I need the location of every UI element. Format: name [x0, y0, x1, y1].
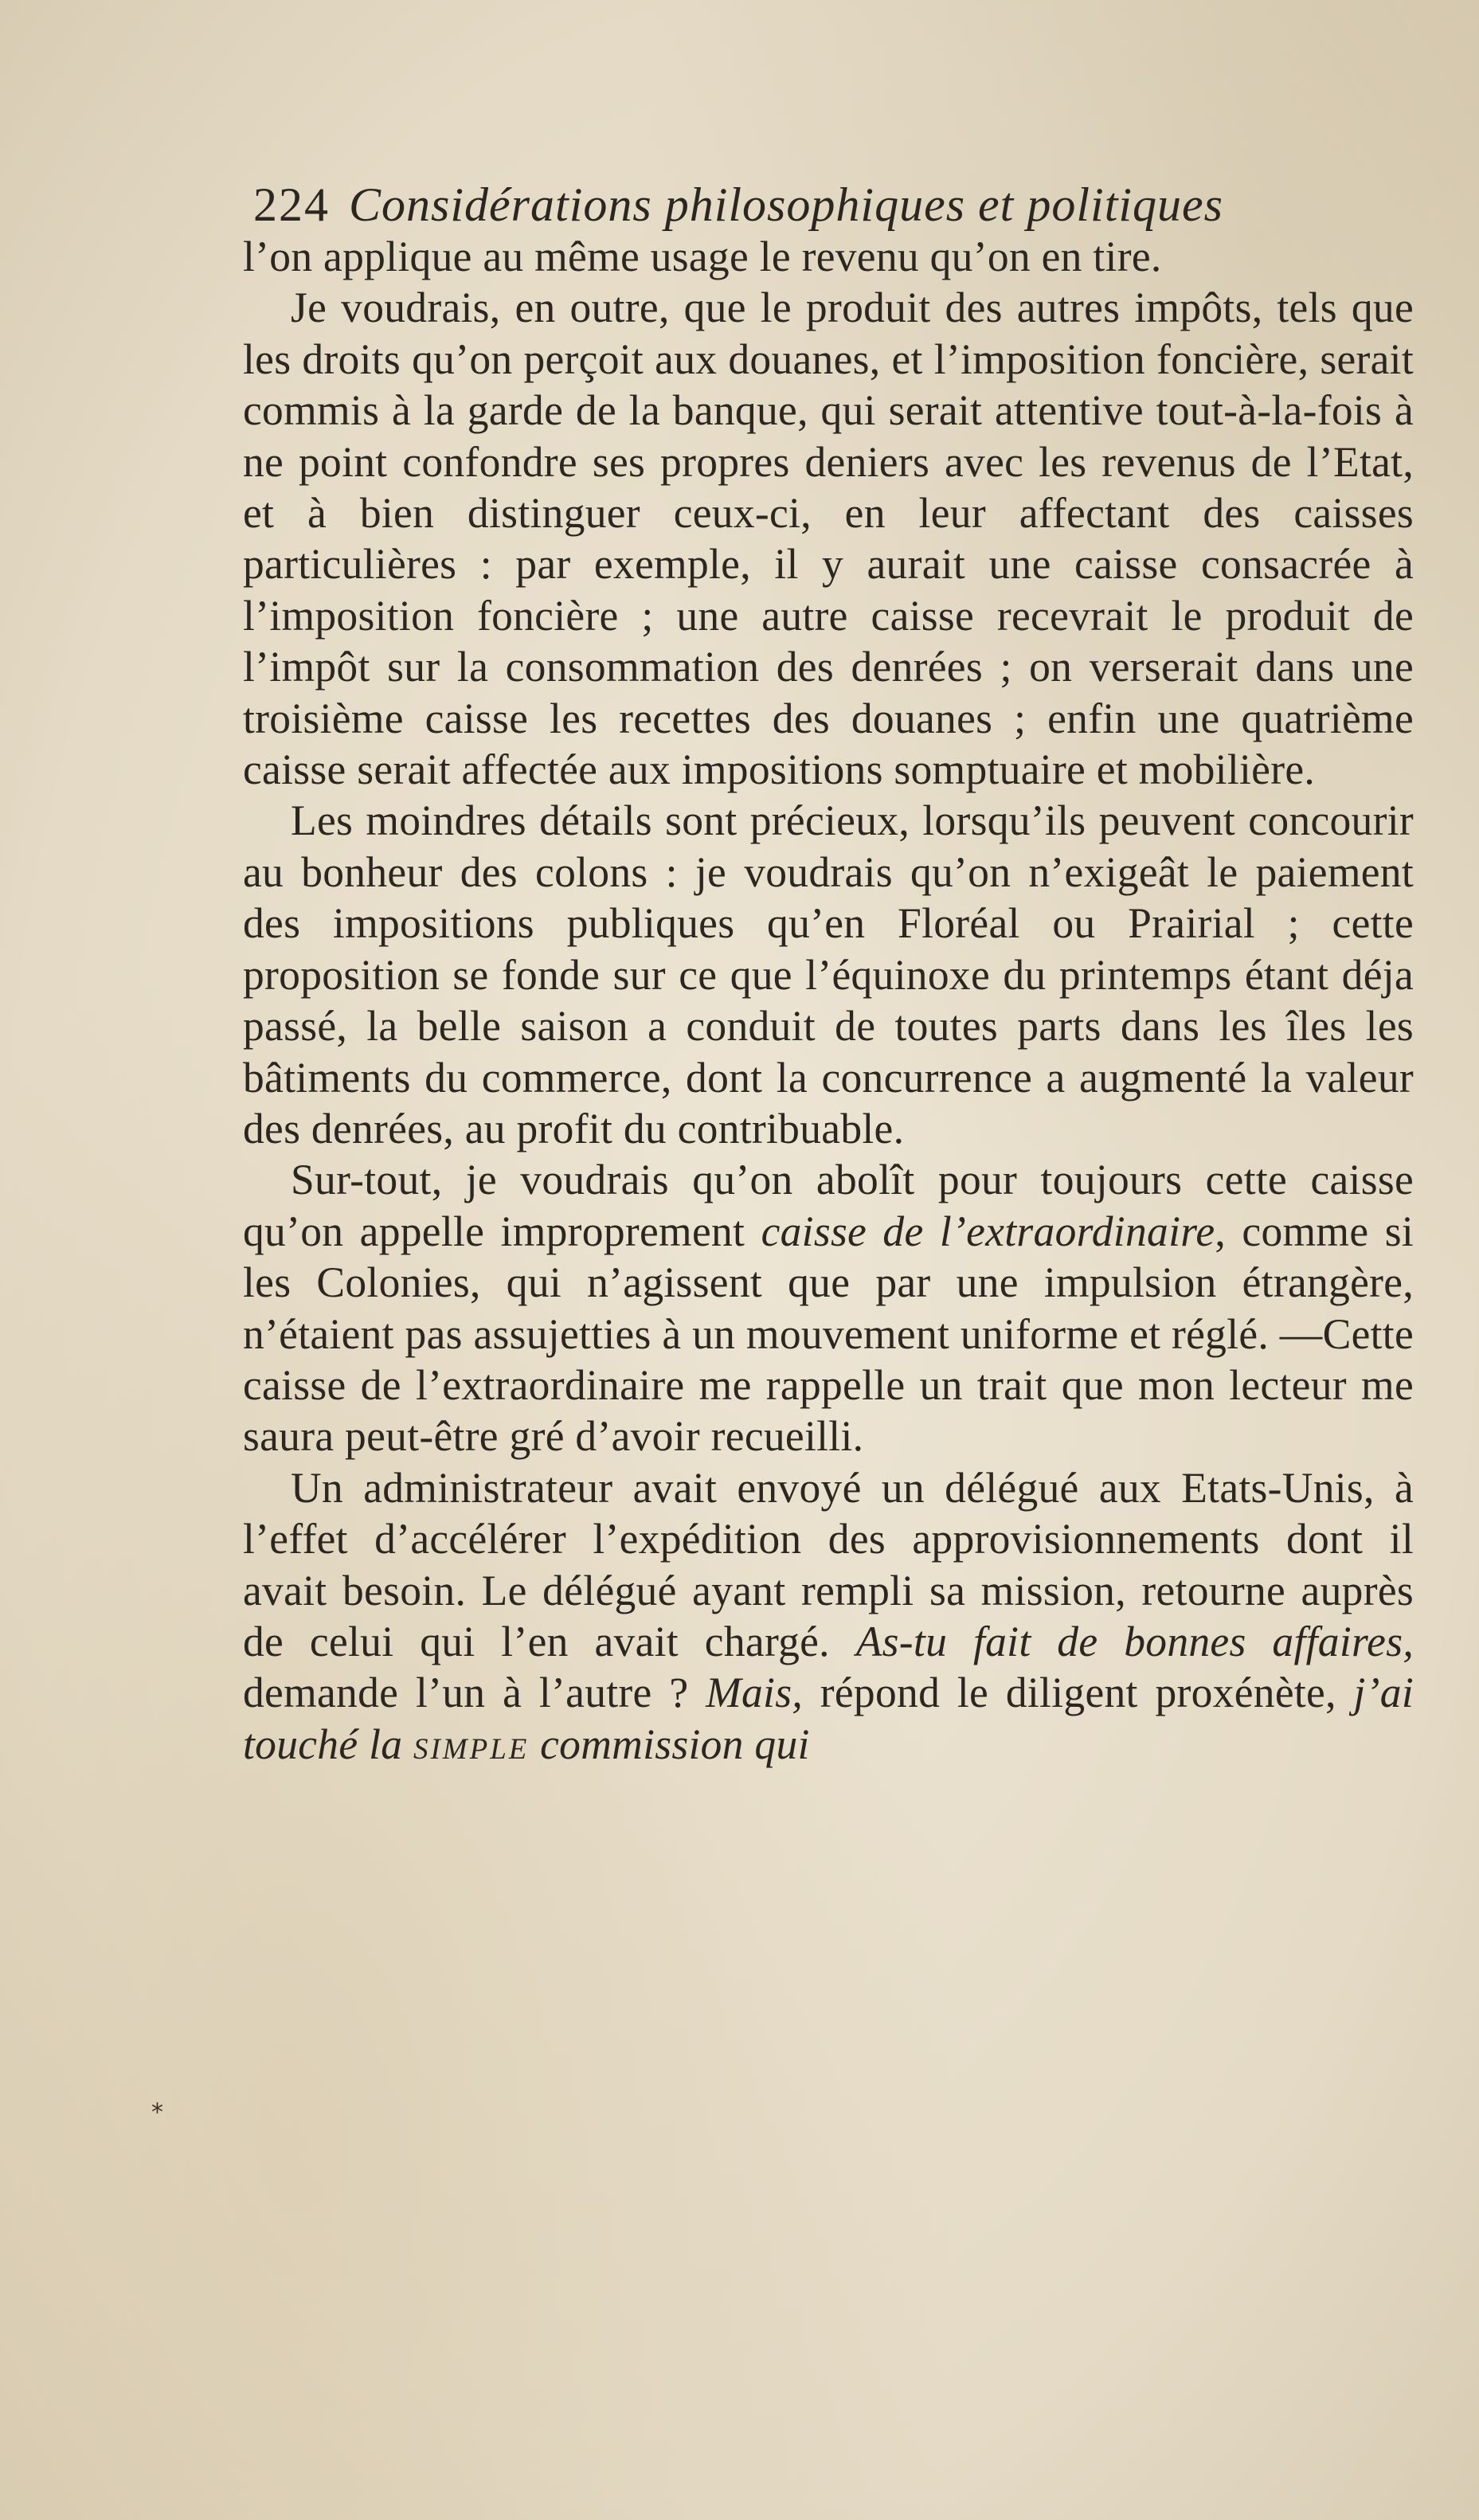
italic-phrase: j’ai touché la: [243, 1669, 1414, 1768]
body-text: [243, 231, 1414, 1770]
italic-phrase: commission qui: [529, 1720, 810, 1768]
paragraph: [243, 795, 1414, 1154]
running-title: Considérations philosophiques et politiques: [349, 178, 1224, 231]
text-segment: , comme si les Colonies, qui n’agissent que par une impulsion étrangère, n’étaient pas assujetties à un mouvement uniforme et réglé. —Cette caisse de l’extraordinaire me rappelle un trait que mon lecteur me saura peut-être gré d’avoir recueilli.: [243, 1207, 1414, 1461]
margin-asterisk-mark: *: [151, 2099, 163, 2127]
text-segment: répond le diligent proxénète,: [803, 1669, 1354, 1717]
paragraph: [243, 1462, 1414, 1770]
page-number: 224: [253, 178, 330, 231]
text-segment: Sur-tout, je voudrais qu’on abolît pour toujours cette caisse qu’on appelle improprement: [243, 1156, 1414, 1255]
paragraph: [243, 231, 1414, 282]
text-segment: Je voudrais, en outre, que le produit des autres impôts, tels que les droits qu’on perçoit aux douanes, et l’imposition foncière, serait commis à la garde de la banque, qui serait attentive tout-à-la-fois à ne point confondre ses propres deniers avec les revenus de l’Etat, et à bien distinguer ceux-ci, en leur affectant des caisses particulières : par exemple, il y aurait une caisse consacrée à l’imposition foncière ; une autre caisse recevrait le produit de l’impôt sur la consommation des denrées ; on verserait dans une troisième caisse les recettes des douanes ; enfin une quatrième caisse serait affectée aux impositions somptuaire et mobilière.: [243, 284, 1414, 794]
paragraph: [243, 282, 1414, 795]
italic-phrase: caisse de l’extraordinaire: [761, 1207, 1215, 1255]
paragraph: [243, 1154, 1414, 1462]
small-caps-word: simple: [413, 1720, 530, 1768]
italic-phrase: Mais,: [706, 1669, 804, 1717]
text-segment: l’on applique au même usage le revenu qu’on en tire.: [243, 233, 1162, 280]
text-segment: demande l’un à l’autre ?: [243, 1669, 706, 1717]
text-segment: Les moindres détails sont précieux, lorsqu’ils peuvent concourir au bonheur des colons : je voudrais qu’on n’exigeât le paiement des impositions publiques qu’en Floréal ou Prairial ; cette proposition se fonde sur ce que l’équinoxe du printemps étant déja passé, la belle saison a conduit de toutes parts dans les îles les bâtiments du commerce, dont la concurrence a augmenté la valeur des denrées, au profit du contribuable.: [243, 796, 1414, 1152]
text-segment: Un administrateur avait envoyé un délégué aux Etats-Unis, à l’effet d’accélérer l’expédition des approvisionnements dont il avait besoin. Le délégué ayant rempli sa mission, retourne auprès de celui qui l’en avait chargé.: [243, 1463, 1414, 1665]
italic-phrase: As-tu fait de bonnes affaires,: [855, 1617, 1414, 1665]
running-header: [253, 177, 1384, 233]
